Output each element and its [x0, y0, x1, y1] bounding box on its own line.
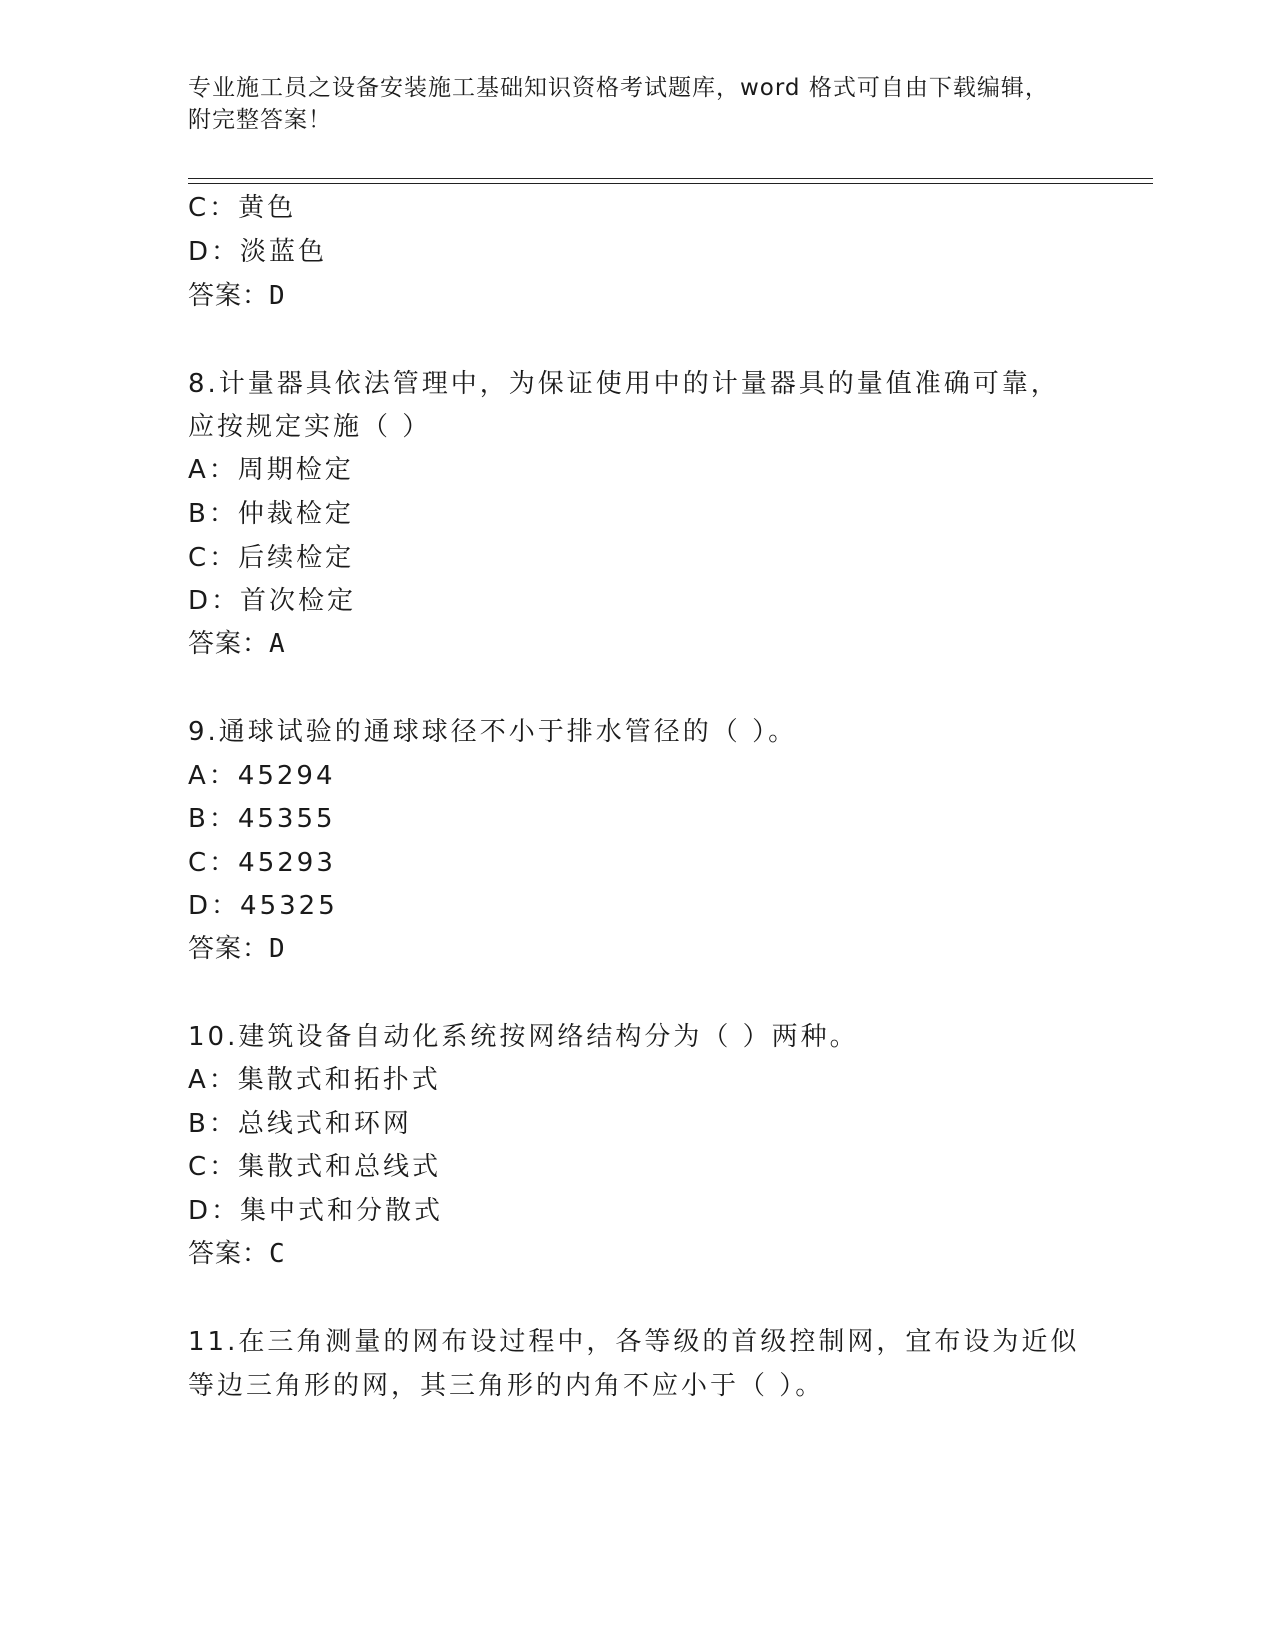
option-a: [188, 760, 336, 792]
document-header: [188, 72, 1088, 136]
option-text: 集中式和分散式: [240, 1196, 444, 1226]
option-text: 淡蓝色: [240, 237, 328, 267]
answer-value: C: [269, 1239, 285, 1269]
option-label: C：: [188, 543, 239, 573]
option-text: 45294: [237, 761, 336, 791]
option-label: C：: [188, 1152, 239, 1182]
option-text: 后续检定: [238, 543, 355, 573]
option-label: D：: [188, 1196, 241, 1226]
option-label: D：: [188, 891, 241, 921]
header-divider-bottom: [188, 183, 1153, 184]
option-d: [188, 1195, 443, 1227]
header-line-2: 附完整答案！: [188, 107, 332, 133]
answer-label: 答案：: [188, 281, 270, 311]
header-line-1: 专业施工员之设备安装施工基础知识资格考试题库，word 格式可自由下载编辑，: [188, 75, 1049, 101]
option-b: [188, 803, 336, 835]
option-d: [188, 236, 327, 268]
option-label: A：: [188, 455, 238, 485]
option-label: A：: [188, 761, 238, 791]
option-label: A：: [188, 1065, 238, 1095]
option-b: [188, 1108, 412, 1140]
answer-line: [188, 280, 285, 312]
header-divider-top: [188, 178, 1153, 179]
option-text: 集散式和总线式: [238, 1152, 442, 1182]
option-b: [188, 498, 354, 530]
answer-line: [188, 933, 285, 965]
option-text: 总线式和环网: [237, 1109, 412, 1139]
question-stem: 11.在三角测量的网布设过程中，各等级的首级控制网，宜布设为近似: [188, 1327, 1080, 1357]
question-stem: 等边三角形的网，其三角形的内角不应小于（ ）。: [188, 1371, 825, 1401]
answer-label: 答案：: [188, 629, 270, 659]
answer-line: [188, 1238, 285, 1270]
option-text: 45325: [240, 891, 338, 921]
option-c: [188, 542, 354, 574]
question-stem: 8.计量器具依法管理中，为保证使用中的计量器具的量值准确可靠，: [188, 369, 1060, 399]
option-text: 首次检定: [240, 586, 357, 616]
option-text: 45293: [238, 848, 336, 878]
answer-value: D: [269, 281, 285, 311]
option-text: 周期检定: [237, 455, 354, 485]
option-label: D：: [188, 586, 241, 616]
option-label: D：: [188, 237, 241, 267]
option-d: [188, 585, 356, 617]
option-a: [188, 1064, 441, 1096]
answer-label: 答案：: [188, 1239, 270, 1269]
option-d: [188, 890, 338, 922]
option-text: 黄色: [238, 193, 297, 223]
answer-label: 答案：: [188, 934, 270, 964]
option-label: C：: [188, 848, 239, 878]
question-stem: 9.通球试验的通球球径不小于排水管径的（ ）。: [188, 717, 798, 747]
option-label: B：: [188, 499, 238, 529]
option-label: C：: [188, 193, 239, 223]
answer-value: A: [269, 629, 285, 659]
question-stem: 应按规定实施（ ）: [188, 412, 432, 442]
answer-line: [188, 628, 285, 660]
option-a: [188, 454, 354, 486]
question-stem: 10.建筑设备自动化系统按网络结构分为（ ）两种。: [188, 1022, 859, 1052]
answer-value: D: [269, 934, 285, 964]
option-text: 45355: [237, 804, 336, 834]
option-text: 仲裁检定: [237, 499, 354, 529]
option-c: [188, 192, 296, 224]
option-label: B：: [188, 804, 238, 834]
option-text: 集散式和拓扑式: [237, 1065, 441, 1095]
option-c: [188, 847, 336, 879]
option-label: B：: [188, 1109, 238, 1139]
option-c: [188, 1151, 441, 1183]
